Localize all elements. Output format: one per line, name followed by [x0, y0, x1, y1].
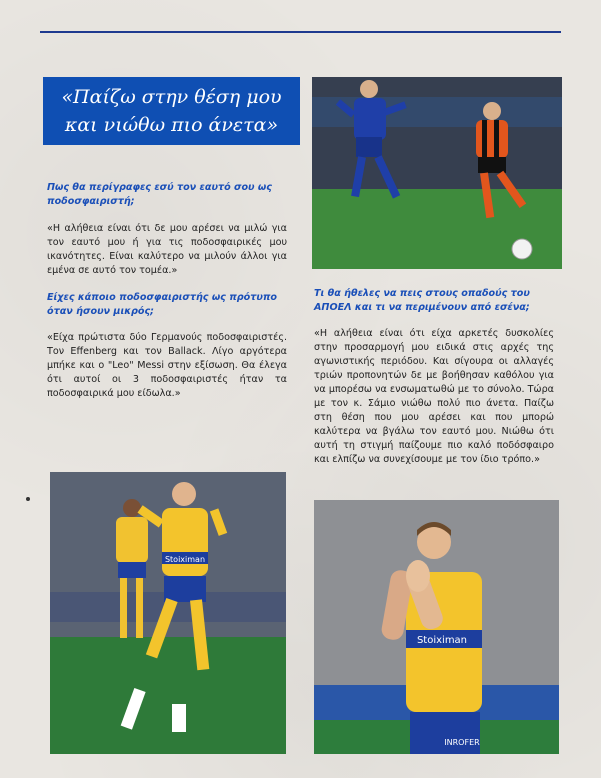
- player-applauding-illustration: [314, 500, 559, 754]
- answer-2: «Είχα πρώτιστα δύο Γερμανούς ποδοσφαιριστές. Τον Effenberg και τον Ballack. Λίγο αργότερα μπήκε και ο "Leo" Messi στην εξίσωση. Θα έλεγα ότι αυτοί οι 3 ποδοσφαιριστές ήταν τα ποδοσφαιρικά μου είδωλα.»: [47, 332, 287, 399]
- player-running-illustration: [50, 472, 286, 754]
- player-c-sponsor: Stoiximan: [416, 635, 468, 646]
- top-rule: [40, 31, 561, 33]
- player-applauding-photo: [314, 500, 559, 754]
- page-mark: [26, 497, 30, 501]
- player-a-sponsor: Stoiximan: [164, 555, 206, 564]
- question-2: Είχες κάποιο ποδοσφαιριστής ως πρότυπο όταν ήσουν μικρός;: [47, 292, 278, 317]
- player-running-photo: [50, 472, 286, 754]
- match-action-illustration: [312, 77, 562, 269]
- question-3: Τι θα ήθελες να πεις στους οπαδούς του ΑΠΟΕΛ και τι να περιμένουν από εσένα;: [314, 288, 530, 313]
- title-quote-box: [43, 77, 300, 145]
- answer-3: «Η αλήθεια είναι ότι είχα αρκετές δυσκολίες στην προσαρμογή μου ειδικά στις αρχές της αγωνιστικής περιόδου. Και σίγουρα οι αλλαγές τριών προπονητών δε με βοήθησαν καθόλου για να μπορέσω να ενσωματωθώ με το σύνολο. Τώρα με τον κ. Σάμιο νιώθω πολύ πιο άνετα. Παίζω στη θέση που μου αρέσει και που μπορώ καλύτερα να βγάλω τον εαυτό μου. Νιώθω ότι αυτή τη στιγμή παίζουμε πιο καλό ποδόσφαιρο και ελπίζω να συνεχίσουμε με τον ίδιο τρόπο.»: [314, 328, 554, 465]
- player-c-lower: INROFER: [444, 738, 480, 747]
- answer-1: «Η αλήθεια είναι ότι δε μου αρέσει να μιλώ για τον εαυτό μου ή για τις ποδοσφαιρικές μου ικανότητες. Είναι καλύτερο να μιλούν άλλοι για εμένα σε αυτό τον τομέα.»: [47, 223, 287, 276]
- question-1: Πως θα περίγραφες εσύ τον εαυτό σου ως ποδοσφαιριστή;: [47, 182, 272, 207]
- title-quote: «Παίζω στην θέση μου και νιώθω πιο άνετα»: [61, 86, 282, 136]
- match-action-photo: [312, 77, 562, 269]
